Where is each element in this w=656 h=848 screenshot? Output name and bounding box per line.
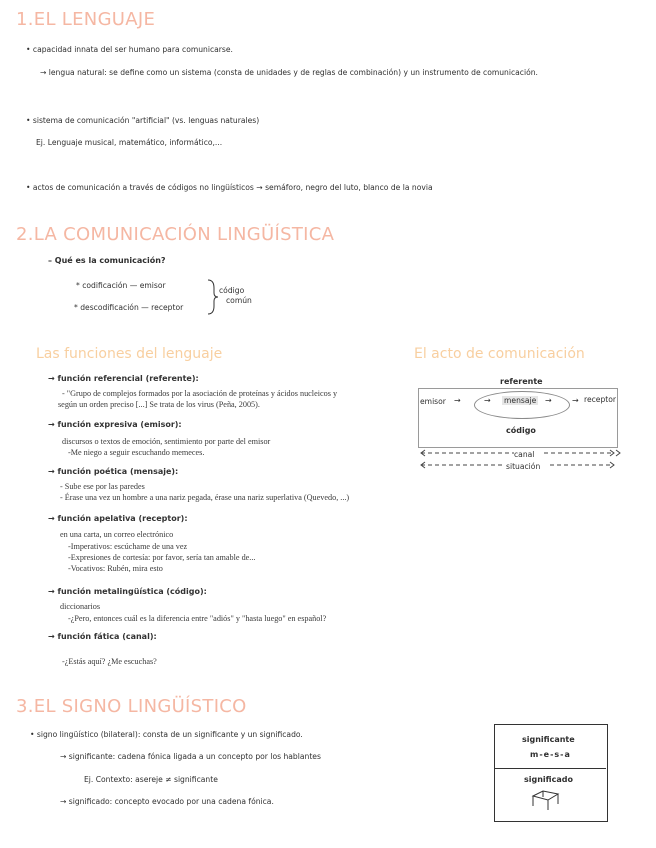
acto-referente: referente — [500, 377, 543, 386]
bullet-lengua-natural: → lengua natural: se define como un sistema (consta de unidades y de reglas de combinación) y un instrumento de comunicación. — [40, 68, 538, 77]
funcion-referencial: → función referencial (referente): — [48, 374, 199, 383]
text-referencial-2: según un orden preciso [...] Se trata de los virus (Peña, 2005). — [58, 400, 260, 409]
acto-situacion: situación — [506, 462, 541, 471]
acto-emisor: emisor — [420, 397, 446, 406]
item-codificacion: * codificación — emisor — [76, 281, 166, 290]
text-expresiva-2: -Me niego a seguir escuchando memeces. — [68, 448, 205, 457]
bullet-capacidad: • capacidad innata del ser humano para comunicarse. — [26, 45, 233, 54]
text-referencial-1: - "Grupo de complejos formados por la asociación de proteínas y ácidos nucleicos y — [62, 389, 338, 398]
text-metalinguistica-1: diccionarios — [60, 602, 101, 611]
bullet-significado: → significado: concepto evocado por una cadena fónica. — [60, 797, 274, 806]
funcion-metalinguistica: → función metalingüística (código): — [48, 587, 207, 596]
text-poetica-2: - Érase una vez un hombre a una nariz pegada, érase una nariz superlativa (Quevedo, ...) — [60, 493, 350, 502]
bullet-significante: → significante: cadena fónica ligada a un concepto por los hablantes — [60, 752, 321, 761]
funcion-poetica: → función poética (mensaje): — [48, 467, 179, 476]
funciones-title: Las funciones del lenguaje — [36, 346, 223, 362]
question-comunicacion: – Qué es la comunicación? — [48, 256, 166, 265]
acto-mensaje: mensaje — [504, 396, 537, 405]
text-poetica-1: - Sube ese por las paredes — [60, 482, 145, 491]
bullet-codigos-no-linguisticos: • actos de comunicación a través de códigos no lingüísticos → semáforo, negro del luto, blanco de la novia — [26, 183, 433, 192]
section-3-title: 3.EL SIGNO LINGÜÍSTICO — [16, 696, 247, 717]
funcion-fatica: → función fática (canal): — [48, 632, 157, 641]
brace-icon — [206, 278, 220, 316]
text-apelativa-3: -Expresiones de cortesía: por favor, sería tan amable de... — [68, 553, 256, 562]
text-apelativa-1: en una carta, un correo electrónico — [60, 530, 174, 539]
box-word: m-e-s-a — [530, 750, 571, 759]
arrow-right-icon: → — [484, 396, 491, 405]
acto-canal: canal — [514, 450, 535, 459]
label-comun: común — [226, 296, 252, 305]
example-lenguajes: Ej. Lenguaje musical, matemático, informático,... — [36, 138, 223, 147]
table-icon — [530, 788, 560, 812]
section-2-title: 2.LA COMUNICACIÓN LINGÜÍSTICA — [16, 224, 335, 245]
arrow-right-icon: → — [545, 396, 552, 405]
box-significante: significante — [522, 735, 575, 744]
example-asereje: Ej. Contexto: asereje ≠ significante — [84, 775, 218, 784]
section-1-title: 1.EL LENGUAJE — [16, 9, 156, 30]
label-codigo: código — [219, 286, 245, 295]
text-apelativa-4: -Vocativos: Rubén, mira esto — [68, 564, 163, 573]
text-apelativa-2: -Imperativos: escúchame de una vez — [68, 542, 188, 551]
acto-title: El acto de comunicación — [414, 346, 585, 362]
text-expresiva-1: discursos o textos de emoción, sentimiento por parte del emisor — [62, 437, 271, 446]
acto-receptor: receptor — [584, 395, 617, 404]
arrow-right-icon: → — [572, 396, 579, 405]
bullet-sistema-artificial: • sistema de comunicación "artificial" (vs. lenguas naturales) — [26, 116, 260, 125]
funcion-expresiva: → función expresiva (emisor): — [48, 420, 182, 429]
bullet-signo: • signo lingüístico (bilateral): consta de un significante y un significado. — [30, 730, 303, 739]
signo-divider — [494, 768, 606, 769]
text-fatica-1: -¿Estás aquí? ¿Me escuchas? — [62, 657, 157, 666]
item-descodificacion: * descodificación — receptor — [74, 303, 184, 312]
text-metalinguistica-2: -¿Pero, entonces cuál es la diferencia entre "adiós" y "hasta luego" en español? — [68, 614, 327, 623]
acto-codigo: código — [506, 426, 536, 435]
funcion-apelativa: → función apelativa (receptor): — [48, 514, 188, 523]
arrow-right-icon: → — [454, 396, 461, 405]
box-significado: significado — [524, 775, 573, 784]
